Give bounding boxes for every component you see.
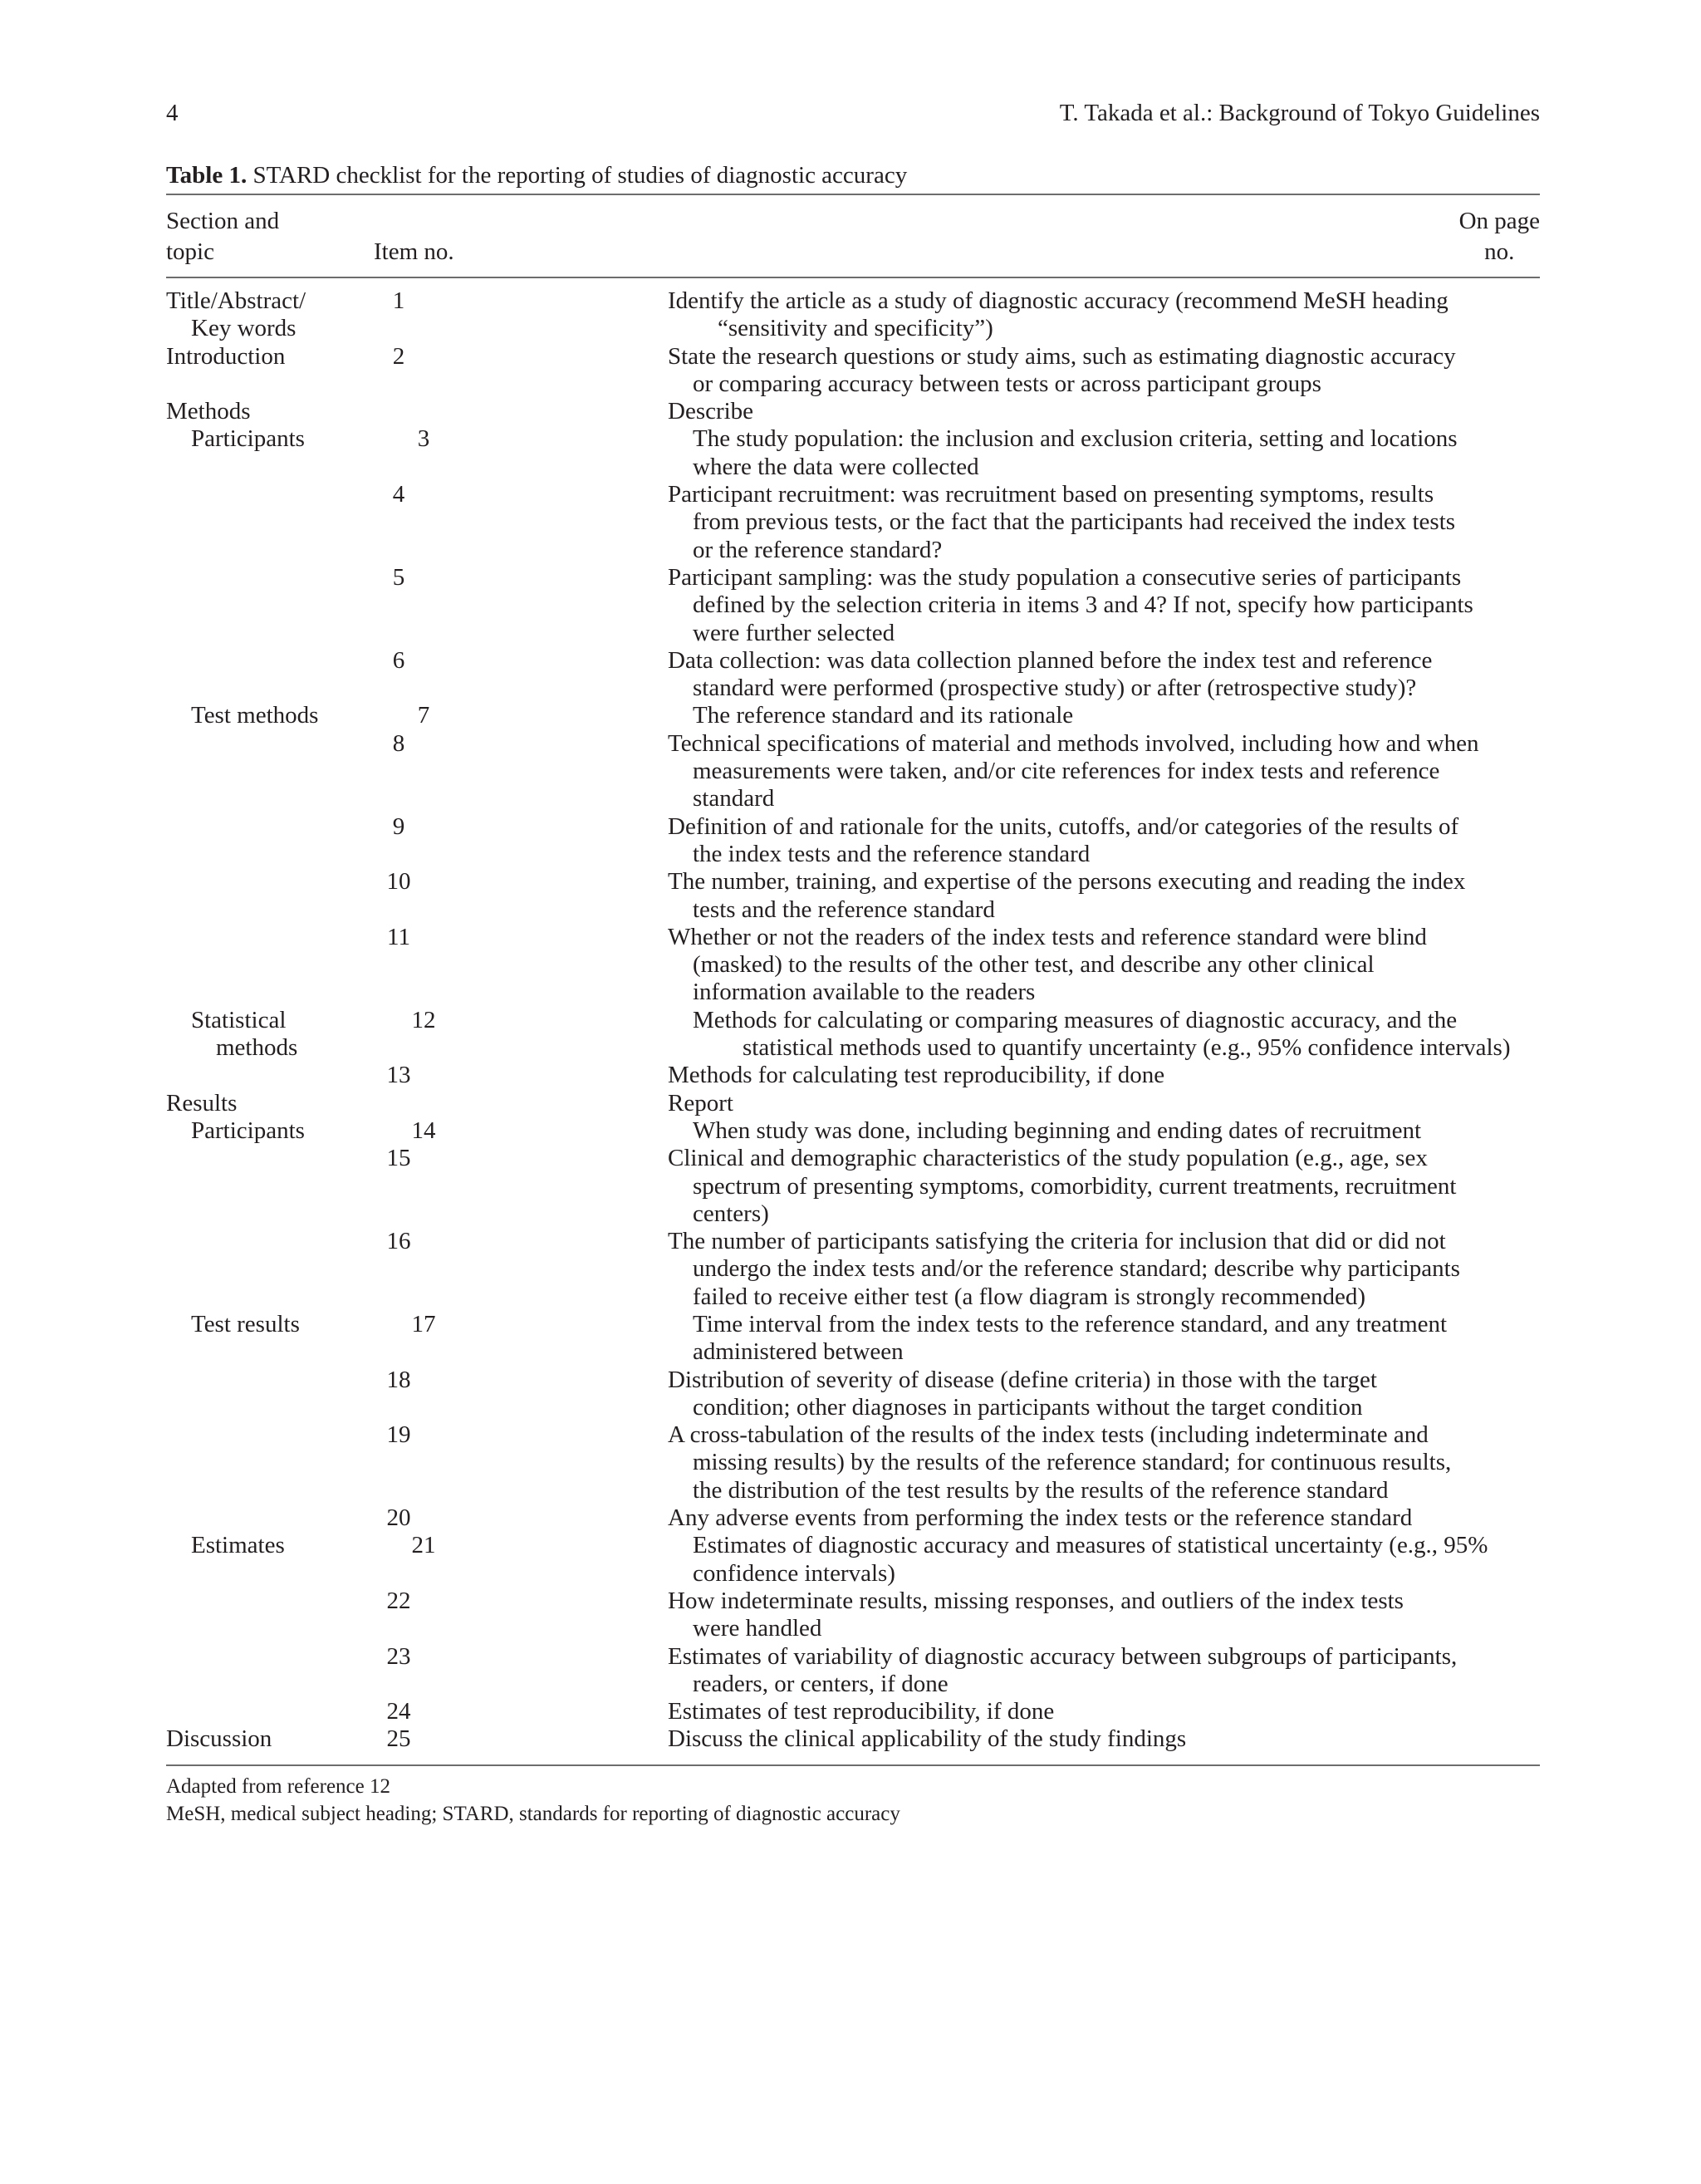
row-section-topic [166,1643,357,1671]
row-section-topic: Participants [191,1117,305,1144]
column-header-page [1459,206,1540,267]
row-item-number: 7 [417,702,430,729]
row-description-line: State the research questions or study aims, such as estimating diagnostic accuracy [668,342,1456,370]
row-section-topic [166,1615,357,1642]
row-item-number: 23 [386,1642,411,1670]
column-header-page-line: On page [1458,208,1540,234]
table-row [166,1007,1540,1034]
row-description-line: administered between [693,1338,904,1366]
row-item-number [357,1338,440,1366]
row-description-line: failed to receive either test (a flow diagram is strongly recommended) [693,1283,1366,1310]
row-item-number [357,454,440,481]
row-item-number [357,1671,440,1698]
row-item-number [357,1200,440,1228]
row-description-line: Identify the article as a study of diagnostic accuracy (recommend MeSH heading [668,287,1449,314]
table-bottom-rule [166,1764,1540,1766]
table-row [166,1449,1540,1476]
row-description-line: Any adverse events from performing the index tests or the reference standard [668,1504,1413,1532]
row-section-topic [166,1338,357,1366]
table-caption [166,160,907,191]
table-row [166,1200,1540,1228]
table-row [166,1477,1540,1504]
row-section-topic: Title/Abstract/ [166,287,306,314]
row-item-number: 16 [386,1228,411,1255]
row-description-line: from previous tests, or the fact that the participants had received the index tests [693,508,1456,536]
row-item-number: 3 [417,425,430,453]
row-item-number: 15 [386,1145,411,1172]
row-item-number: 20 [386,1504,411,1532]
row-section-topic [166,1200,357,1228]
footnote: Adapted from reference 12 [166,1775,390,1798]
row-item-number: 18 [386,1366,411,1393]
row-section-topic: Methods [166,398,251,425]
row-section-topic [166,1671,357,1698]
table-row [166,508,1540,536]
row-description-line: were further selected [693,619,895,646]
row-item-number: 14 [411,1117,436,1144]
row-item-number: 2 [392,342,405,370]
row-item-number: 11 [387,923,410,950]
row-item-number: 6 [392,646,405,674]
row-section-topic [166,1477,357,1504]
row-section-topic [166,481,357,508]
row-section-topic [166,813,357,841]
row-section-topic: Test methods [191,702,319,729]
row-section-topic [166,896,357,924]
row-section-topic [166,1367,357,1394]
row-section-topic [166,924,357,951]
row-section-topic [166,979,357,1006]
row-description-line: A cross-tabulation of the results of the index tests (including indeterminate and [668,1421,1429,1449]
row-item-number: 25 [386,1725,411,1753]
row-description-line: tests and the reference standard [693,896,995,923]
row-section-topic [166,1228,357,1255]
row-description-line: Data collection: was data collection planned before the index test and reference [668,646,1433,674]
table-row [166,1255,1540,1283]
table-row [166,675,1540,702]
table-row [166,287,1540,315]
row-description-line: Describe [668,398,754,425]
row-item-number [382,315,465,342]
table-row [166,343,1540,371]
row-description-line: statistical methods used to quantify uncertainty (e.g., 95% confidence intervals) [743,1034,1511,1062]
row-item-number [357,1615,440,1642]
table-row [166,702,1540,729]
row-description-line: the distribution of the test results by the results of the reference standard [693,1476,1389,1504]
table-row [166,1671,1540,1698]
table-row [166,1725,1540,1753]
row-section-topic: Test results [191,1310,300,1337]
row-section-topic [166,1255,357,1283]
row-section-topic: Statistical [191,1006,287,1033]
table-row [166,1560,1540,1588]
row-item-number: 4 [392,481,405,508]
row-description-line: Distribution of severity of disease (define criteria) in those with the target [668,1366,1377,1393]
row-item-number: 17 [411,1310,436,1337]
row-section-topic [166,564,357,591]
row-item-number [357,785,440,812]
row-description-line: information available to the readers [693,979,1036,1006]
table-row [166,371,1540,398]
table-footnotes [166,1773,900,1828]
row-item-number [357,758,440,785]
row-item-number [357,1560,440,1588]
row-section-topic [166,951,357,979]
column-header-page-line: no. [1484,238,1515,265]
row-item-number [357,979,440,1006]
row-section-topic [166,537,357,564]
row-section-topic: Introduction [166,342,286,370]
table-row [166,1588,1540,1615]
row-item-number [357,398,440,425]
row-description-line: Time interval from the index tests to the reference standard, and any treatment [693,1310,1448,1337]
row-item-number: 19 [386,1421,411,1449]
row-item-number [357,896,440,924]
row-description-line: confidence intervals) [693,1559,895,1587]
table-row [166,1062,1540,1089]
row-section-topic [166,758,357,785]
table-row [166,1643,1540,1671]
row-description-line: standard were performed (prospective study) or after (retrospective study)? [693,675,1417,702]
table-row [166,730,1540,758]
table-title: STARD checklist for the reporting of studies of diagnostic accuracy [252,162,908,189]
table-row [166,564,1540,591]
table-row [166,481,1540,508]
table-row [166,1034,1540,1062]
row-section-topic [166,1560,357,1588]
row-section-topic [166,371,357,398]
table-row [166,1615,1540,1642]
row-description-line: Methods for calculating or comparing measures of diagnostic accuracy, and the [693,1006,1458,1033]
table-row [166,813,1540,841]
page-number: 4 [166,100,179,126]
row-item-number: 22 [386,1587,411,1614]
row-description-line: defined by the selection criteria in items 3 and 4? If not, specify how participants [693,591,1473,619]
row-item-number [357,1449,440,1476]
row-item-number [357,508,440,536]
row-item-number [357,1173,440,1200]
row-description-line: the index tests and the reference standard [693,840,1091,867]
row-description-line: When study was done, including beginning and ending dates of recruitment [693,1117,1422,1144]
row-section-topic [166,620,357,647]
row-description-line: readers, or centers, if done [693,1670,949,1697]
row-section-topic [166,675,357,702]
row-description-line: The number of participants satisfying the criteria for inclusion that did or did not [668,1228,1446,1255]
table-label: Table 1. [166,162,248,189]
row-section-topic [166,730,357,758]
row-section-topic [166,1588,357,1615]
table-row [166,591,1540,619]
row-section-topic [166,1504,357,1532]
table-row [166,868,1540,896]
row-description-line: Report [668,1089,733,1117]
table-row [166,1311,1540,1338]
row-section-topic [166,841,357,868]
table-body [166,287,1540,1754]
row-description-line: spectrum of presenting symptoms, comorbidity, current treatments, recruitment [693,1172,1457,1200]
row-item-number: 10 [386,868,411,896]
row-section-topic [166,1062,357,1089]
row-section-topic [166,1283,357,1311]
table-row [166,1283,1540,1311]
row-item-number [357,951,440,979]
table-row [166,979,1540,1006]
row-section-topic [166,1449,357,1476]
row-description-line: condition; other diagnoses in participants without the target condition [693,1393,1363,1421]
column-header-item-label: Item no. [374,238,454,265]
row-description-line: where the data were collected [693,453,979,480]
table-row [166,1145,1540,1172]
column-header-section-line: topic [166,238,214,265]
row-section-topic [166,1421,357,1449]
row-description-line: or the reference standard? [693,536,943,563]
row-item-number: 12 [411,1006,436,1033]
table-row [166,1504,1540,1532]
row-section-topic [166,1394,357,1421]
row-description-line: Estimates of test reproducibility, if done [668,1698,1055,1725]
row-section-topic [166,1145,357,1172]
row-description-line: standard [693,785,775,812]
table-row [166,1338,1540,1366]
row-section-topic [166,1698,357,1725]
table-row [166,1698,1540,1725]
row-section-topic: Estimates [191,1532,285,1559]
table-row [166,758,1540,785]
row-item-number [357,675,440,702]
table-row [166,1117,1540,1145]
row-item-number [357,371,440,398]
row-description-line: Whether or not the readers of the index tests and reference standard were blind [668,923,1427,950]
row-description-line: or comparing accuracy between tests or across participant groups [693,370,1321,397]
row-item-number: 24 [386,1698,411,1725]
table-row [166,315,1540,342]
table-header-rule [166,277,1540,278]
row-description-line: missing results) by the results of the reference standard; for continuous results, [693,1449,1452,1476]
table-row [166,647,1540,675]
row-item-number: 1 [392,287,405,314]
row-description-line: (masked) to the results of the other test, and describe any other clinical [693,951,1375,979]
row-description-line: Discuss the clinical applicability of the study findings [668,1725,1187,1753]
row-description-line: measurements were taken, and/or cite references for index tests and reference [693,758,1440,785]
row-section-topic: Participants [191,425,305,453]
column-header-item [374,206,454,267]
row-item-number [357,537,440,564]
row-item-number: 9 [392,812,405,840]
table-row [166,1394,1540,1421]
row-item-number [357,1283,440,1311]
row-item-number [357,1255,440,1283]
row-description-line: The study population: the inclusion and exclusion criteria, setting and locations [693,425,1458,453]
row-section-topic [166,454,357,481]
row-description-line: Definition of and rationale for the units, cutoffs, and/or categories of the results of [668,812,1459,840]
row-description-line: How indeterminate results, missing responses, and outliers of the index tests [668,1587,1404,1614]
row-item-number: 21 [411,1532,436,1559]
row-item-number [357,591,440,619]
row-item-number [357,620,440,647]
row-item-number: 5 [392,563,405,591]
row-section-topic [166,647,357,675]
row-section-topic [166,1173,357,1200]
row-description-line: The number, training, and expertise of the persons executing and reading the index [668,868,1466,896]
row-description-line: Estimates of variability of diagnostic accuracy between subgroups of participants, [668,1642,1458,1670]
table-row [166,1090,1540,1117]
table-row [166,425,1540,453]
footnote: MeSH, medical subject heading; STARD, standards for reporting of diagnostic accuracy [166,1803,900,1825]
row-section-topic [166,508,357,536]
table-row [166,620,1540,647]
column-header-section-line: Section and [166,208,280,234]
row-description-line: Methods for calculating test reproducibility, if done [668,1062,1165,1089]
table-row [166,454,1540,481]
row-item-number [357,1394,440,1421]
table-row [166,951,1540,979]
row-section-topic: Results [166,1089,238,1117]
table-row [166,924,1540,951]
row-section-topic: methods [216,1034,298,1062]
row-item-number [357,841,440,868]
row-item-number: 8 [392,729,405,757]
row-item-number: 13 [386,1062,411,1089]
row-description-line: Technical specifications of material and methods involved, including how and when [668,729,1479,757]
row-description-line: Estimates of diagnostic accuracy and measures of statistical uncertainty (e.g., 95% [693,1532,1488,1559]
table-row [166,1367,1540,1394]
table-row [166,896,1540,924]
row-item-number [407,1034,490,1062]
table-row [166,1532,1540,1559]
row-section-topic [166,785,357,812]
table-row [166,1173,1540,1200]
running-head: T. Takada et al.: Background of Tokyo Guidelines [1059,100,1540,126]
table-row [166,1421,1540,1449]
row-item-number [357,1477,440,1504]
row-description-line: Participant recruitment: was recruitment based on presenting symptoms, results [668,481,1434,508]
table-row [166,1228,1540,1255]
table-row [166,841,1540,868]
row-description-line: were handled [693,1615,822,1642]
table-row [166,785,1540,812]
column-header-section [166,206,279,267]
row-description-line: undergo the index tests and/or the reference standard; describe why participants [693,1255,1460,1283]
row-description-line: Participant sampling: was the study population a consecutive series of participants [668,563,1462,591]
row-description-line: centers) [693,1200,769,1227]
row-description-line: Clinical and demographic characteristics of the study population (e.g., age, sex [668,1145,1428,1172]
row-description-line: The reference standard and its rationale [693,702,1074,729]
table-top-rule [166,194,1540,195]
row-description-line: “sensitivity and specificity”) [718,315,993,342]
row-section-topic [166,591,357,619]
table-row [166,398,1540,425]
row-section-topic: Discussion [166,1725,272,1753]
row-section-topic [166,868,357,896]
table-row [166,537,1540,564]
row-section-topic: Key words [191,315,297,342]
row-item-number [357,1090,440,1117]
